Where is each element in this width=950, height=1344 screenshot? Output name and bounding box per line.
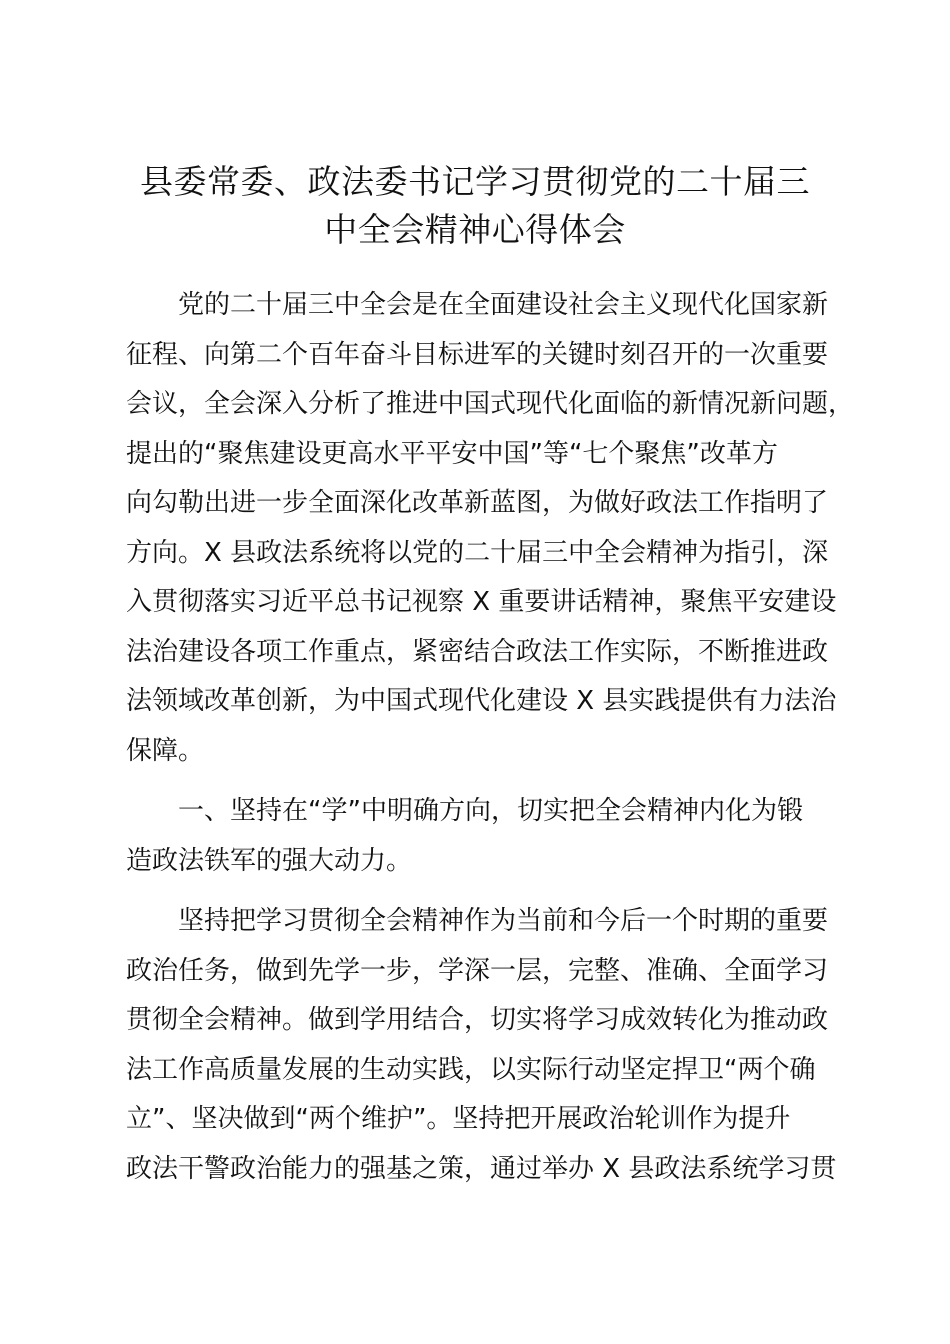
paragraph-line: 贯彻全会精神。做到学用结合，切实将学习成效转化为推动政	[126, 1005, 829, 1035]
paragraph-line: 保障。	[126, 735, 205, 766]
paragraph-line: 法治建设各项工作重点，紧密结合政法工作实际，不断推进政	[126, 636, 829, 667]
paragraph-line: 法领域改革创新，为中国式现代化建设 X 县实践提供有力法治	[126, 686, 837, 716]
paragraph-line: 政治任务，做到先学一步，学深一层，完整、准确、全面学习	[126, 955, 829, 986]
paragraph-line: 立”、坚决做到“两个维护”。坚持把开展政治轮训作为提升	[126, 1104, 791, 1134]
paragraph-line: 法工作高质量发展的生动实践，以实际行动坚定捍卫“两个确	[126, 1054, 816, 1085]
heading-line: 造政法铁军的强大动力。	[126, 845, 413, 876]
paragraph-line: 向勾勒出进一步全面深化改革新蓝图，为做好政法工作指明了	[126, 488, 829, 518]
paragraph-line: 政法干警政治能力的强基之策，通过举办 X 县政法系统学习贯	[126, 1153, 837, 1184]
document-body	[126, 281, 855, 1194]
paragraph-line: 征程、向第二个百年奋斗目标进军的关键时刻召开的一次重要	[126, 339, 829, 370]
paragraph-line: 方向。X 县政法系统将以党的二十届三中全会精神为指引，深	[126, 537, 829, 568]
paragraph-line: 会议，全会深入分析了推进中国式现代化面临的新情况新问题，	[126, 389, 855, 419]
paragraph-line: 坚持把学习贯彻全会精神作为当前和今后一个时期的重要	[178, 906, 829, 936]
intro-paragraph	[126, 281, 855, 776]
body-paragraph	[126, 897, 837, 1194]
document-title	[100, 158, 850, 254]
title-line: 县委常委、政法委书记学习贯彻党的二十届三	[140, 162, 810, 201]
section-heading	[126, 787, 832, 886]
paragraph-line: 提出的“聚焦建设更高水平平安中国”等“七个聚焦”改革方	[126, 438, 778, 469]
paragraph-line: 入贯彻落实习近平总书记视察 X 重要讲话精神，聚焦平安建设	[126, 587, 837, 617]
title-line: 中全会精神心得体会	[324, 210, 626, 249]
heading-line: 一、坚持在“学”中明确方向，切实把全会精神内化为锻	[178, 796, 803, 826]
paragraph-line: 党的二十届三中全会是在全面建设社会主义现代化国家新	[178, 290, 829, 320]
